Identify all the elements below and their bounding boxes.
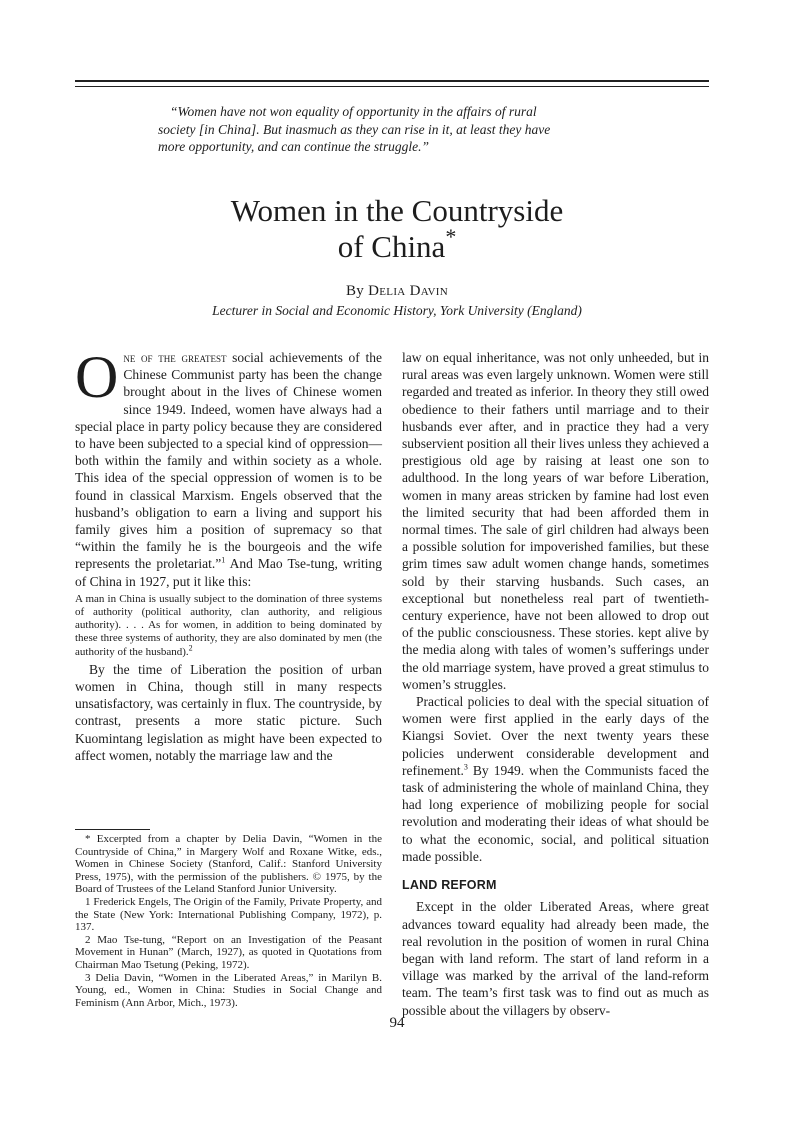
paragraph: Except in the older Liberated Areas, where great advances toward equality had already been made, the real revolution in the position of women in rural China began with land reform. The start of land reform in a village was marked by the arrival of the land-reform team. The team’s first task was to find out as much as possible about the villagers by observ- bbox=[402, 899, 709, 1018]
opening-paragraph bbox=[75, 344, 382, 590]
author-name: Delia Davin bbox=[368, 283, 448, 299]
epigraph-line: “Women have not won equality of opportunity in the affairs of rural bbox=[170, 104, 537, 119]
article-title-text: of China bbox=[337, 229, 446, 264]
paragraph bbox=[402, 693, 709, 865]
title-footnote-mark: * bbox=[445, 223, 457, 249]
paragraph-text: social achievements of the Chinese Communist party has been the change brought about in the lives of Chinese women since 1949. Indeed, women have always had a special place in party policy because they are considered to have been subjected to a special kind of oppression—both within the family and within society as a whole. This idea of the special oppression of women is to be found in classical Marxism. Engels observed that the husband’s obligation to earn a living and support his family gives him a position of supremacy so that “within the family he is the bourgeois and the wife represents the proletariat.” bbox=[75, 350, 382, 572]
footnote-ref: 3 bbox=[463, 762, 468, 772]
block-quote bbox=[75, 593, 382, 659]
footnote-1: 1 Frederick Engels, The Origin of the Family, Private Property, and the State (New York: International Publishing Company, 1972), p. 137. bbox=[75, 895, 382, 934]
opening-small-caps: ne of the greatest bbox=[123, 350, 227, 365]
paragraph-text: And Mao Tse-tung, writing of China in 1927, put it like this: bbox=[75, 556, 382, 589]
article-title-line1: Women in the Countryside bbox=[230, 193, 564, 228]
top-rule-thin bbox=[75, 86, 709, 87]
page-number: 94 bbox=[389, 1015, 405, 1031]
paragraph-text: By 1949. when the Communists faced the task of administering the whole of mainland China, they had long experience of mobilizing people for social revolution and moderating their ideas of what should be to what the economic, social, and political situation made possible. bbox=[402, 762, 709, 864]
top-rule-thick bbox=[75, 80, 709, 82]
section-heading: LAND REFORM bbox=[402, 878, 497, 893]
paragraph: law on equal inheritance, was not only unheeded, but in rural areas was even largely unknown. Women were still regarded and treated as inferior. In theory they still owed obedience to their fathers until marriage and to their husbands ever after, and in practice they had a very subservient position all their lives unless they achieved a prestigious old age by raising at least one son to adulthood. In the long years of war before Liberation, women in many areas stricken by famine had lost even the limited security that had been afforded them in normal times. The sale of girl children had always been a possible solution for impoverished families, but these grim times saw adult women change hands, sometimes sold by their starving husbands. Such cases, an exceptional but nonetheless real part of twentieth-century experience, have not been allowed to drop out of the public consciousness. These stories. kept alive by the media along with tales of women’s sufferings under the old marriage system, have proved a great stimulus to women’s struggles. bbox=[402, 350, 709, 692]
drop-cap: O bbox=[75, 344, 119, 410]
footnote-ref: 1 bbox=[221, 555, 226, 565]
footnote-rule bbox=[75, 829, 150, 830]
article-title-line2 bbox=[0, 223, 794, 265]
epigraph bbox=[158, 103, 638, 156]
footnote-star: * Excerpted from a chapter by Delia Davin, “Women in the Countryside of China,” in Margery Wolf and Roxane Witke, eds., Women in Chinese Society (Stanford, Calif.: Stanford University Press, 1975), with the permission of the publishers. © 1975, by the Board of Trustees of the Leland Stanford Junior University. bbox=[75, 833, 382, 896]
right-column bbox=[402, 349, 709, 1019]
left-column bbox=[75, 344, 382, 764]
footnotes bbox=[75, 833, 382, 1009]
byline-by: By bbox=[345, 283, 365, 299]
paragraph: By the time of Liberation the position of urban women in China, though still in many respects unsatisfactory, was certainly in flux. The countryside, by contrast, presents a more static picture. Such Kuomintang legislation as might have been expected to affect women, notably the marriage law and the bbox=[75, 661, 382, 763]
author-affiliation: Lecturer in Social and Economic History, York University (England) bbox=[212, 303, 582, 318]
epigraph-line: society [in China]. But inasmuch as they can rise in it, at least they have bbox=[158, 121, 551, 137]
footnote-3: 3 Delia Davin, “Women in the Liberated Areas,” in Marilyn B. Young, ed., Women in China: Studies in Social Change and Feminism (Ann Arbor, Mich., 1973). bbox=[75, 971, 382, 1009]
quote-text: A man in China is usually subject to the domination of three systems of authority (political authority, clan authority, and religious authority). . . . As for women, in addition to being dominated by these three systems of authority, they are also dominated by men (the authority of the husband). bbox=[75, 592, 382, 658]
epigraph-line: more opportunity, and can continue the struggle.” bbox=[158, 139, 429, 154]
paragraph-text: Practical policies to deal with the special situation of women were first applied in the early days of the Kiangsi Soviet. Over the next twenty years these policies underwent considerable development and refinement. bbox=[402, 694, 709, 778]
byline bbox=[0, 283, 794, 300]
footnote-ref: 2 bbox=[188, 643, 193, 652]
footnote-2: 2 Mao Tse-tung, “Report on an Investigation of the Peasant Movement in Hunan” (March, 1927), as quoted in Quotations from Chairman Mao Tsetung (Peking, 1972). bbox=[75, 933, 382, 971]
